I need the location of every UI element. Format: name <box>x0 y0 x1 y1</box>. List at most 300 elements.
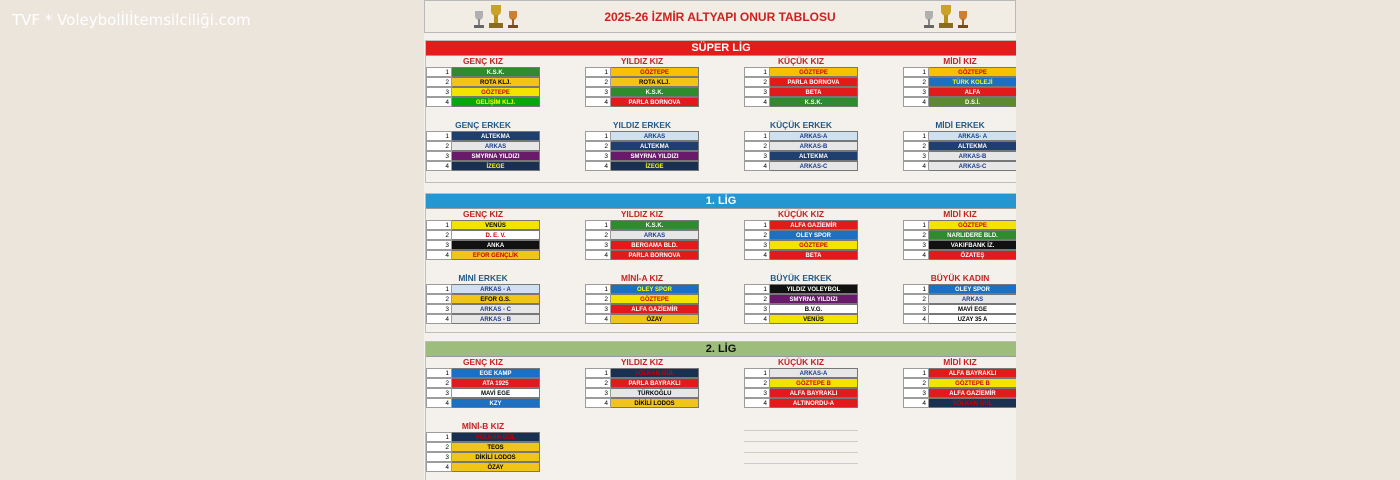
rank-number: 3 <box>426 452 452 462</box>
team-name: TÜRK KOLEJİ <box>929 77 1016 87</box>
rank-number: 3 <box>426 240 452 250</box>
team-name: GÖZTEPE <box>929 67 1016 77</box>
team-name: BETA <box>770 250 858 260</box>
team-name: K.S.K. <box>611 220 699 230</box>
rank-number: 1 <box>585 67 611 77</box>
category-block <box>903 56 1016 107</box>
team-name: ÖZAY <box>611 314 699 324</box>
rank-number: 2 <box>426 378 452 388</box>
team-name: ATA 1925 <box>452 378 540 388</box>
rank-row <box>426 432 540 442</box>
team-name: ALFA GAZİEMİR <box>611 304 699 314</box>
rank-row <box>903 378 1016 388</box>
rank-row <box>744 230 858 240</box>
rank-row <box>426 284 540 294</box>
rank-row <box>585 368 699 378</box>
team-name: OLEY SPOR <box>929 284 1016 294</box>
team-name: GÖZTEPE <box>611 67 699 77</box>
category-title: KÜÇÜK KIZ <box>777 357 825 367</box>
team-name: İZEGE <box>611 161 699 171</box>
rank-number: 1 <box>903 67 929 77</box>
team-name: ARKAS-C <box>770 161 858 171</box>
rank-number: 4 <box>426 398 452 408</box>
rank-row <box>426 97 540 107</box>
category-block <box>744 120 858 171</box>
category-block <box>585 273 699 324</box>
rank-row <box>426 452 540 462</box>
league-title: 2. LİG <box>426 342 1016 357</box>
rank-number: 1 <box>744 220 770 230</box>
team-name: ARKAS-A <box>770 131 858 141</box>
rank-row <box>426 131 540 141</box>
category-block <box>426 357 540 408</box>
rank-number: 2 <box>426 77 452 87</box>
category-block <box>903 357 1016 408</box>
rank-number: 2 <box>426 141 452 151</box>
rank-row <box>744 250 858 260</box>
team-name: ALFA GAZİEMİR <box>929 388 1016 398</box>
rank-row <box>744 141 858 151</box>
rank-row <box>585 77 699 87</box>
team-name: ALTEKMA <box>770 151 858 161</box>
rank-number: 4 <box>903 398 929 408</box>
category-title: GENÇ ERKEK <box>455 120 511 130</box>
team-name: MAVİ EGE <box>929 304 1016 314</box>
empty-block <box>744 420 858 464</box>
rank-row <box>426 220 540 230</box>
category-block <box>426 120 540 171</box>
rank-row <box>585 67 699 77</box>
team-name: ÖZATEŞ <box>929 250 1016 260</box>
rank-number: 3 <box>903 151 929 161</box>
rank-number: 1 <box>585 131 611 141</box>
team-name: ALFA BAYRAKLI <box>929 368 1016 378</box>
team-name: GÖZTEPE <box>929 220 1016 230</box>
category-block <box>426 421 540 472</box>
team-name: EGE KAMP <box>452 368 540 378</box>
honor-table-sheet <box>424 0 1016 480</box>
league-title: 1. LİG <box>426 194 1016 209</box>
rank-row <box>903 294 1016 304</box>
rank-row <box>426 368 540 378</box>
team-name: GÖZTEPE <box>770 240 858 250</box>
category-block <box>744 209 858 260</box>
team-name: VENÜS <box>452 220 540 230</box>
team-name: ARKAS - C <box>452 304 540 314</box>
rank-number: 1 <box>426 220 452 230</box>
rank-row <box>585 97 699 107</box>
rank-row <box>744 240 858 250</box>
team-name: EFOR GENÇLİK <box>452 250 540 260</box>
rank-number: 1 <box>426 67 452 77</box>
team-name: MAVİ EGE <box>452 388 540 398</box>
rank-row <box>744 87 858 97</box>
rank-number: 4 <box>744 398 770 408</box>
league-section <box>425 193 1016 333</box>
team-name: ALFA BAYRAKLI <box>770 388 858 398</box>
rank-row <box>585 220 699 230</box>
rank-row <box>585 240 699 250</box>
rank-number: 3 <box>903 388 929 398</box>
rank-row <box>426 77 540 87</box>
team-name: ALTEKMA <box>929 141 1016 151</box>
rank-row <box>903 131 1016 141</box>
rank-row <box>903 220 1016 230</box>
rank-row <box>585 314 699 324</box>
rank-number: 4 <box>744 250 770 260</box>
team-name: GELİŞİM KLJ. <box>452 97 540 107</box>
rank-number: 3 <box>744 304 770 314</box>
rank-row <box>744 161 858 171</box>
rank-number: 1 <box>744 67 770 77</box>
rank-number: 4 <box>585 97 611 107</box>
team-name: ARKAS- A <box>929 131 1016 141</box>
rank-row <box>903 388 1016 398</box>
rank-row <box>585 388 699 398</box>
team-name: GÖZTEPE B <box>770 378 858 388</box>
rank-row <box>744 151 858 161</box>
team-name: NARLIDERE BLD. <box>929 230 1016 240</box>
team-name: ROTA KLJ. <box>611 77 699 87</box>
team-name: DİKİLİ LODOS <box>452 452 540 462</box>
team-name: ALTEKMA <box>611 141 699 151</box>
rank-number: 2 <box>744 378 770 388</box>
rank-row <box>744 398 858 408</box>
rank-row <box>903 230 1016 240</box>
category-block <box>744 56 858 107</box>
team-name: ARKAS <box>611 131 699 141</box>
rank-row <box>585 304 699 314</box>
team-name: ARKAS-B <box>770 141 858 151</box>
rank-row <box>426 442 540 452</box>
trophy-icon <box>919 3 973 30</box>
rank-number: 1 <box>585 284 611 294</box>
team-name: VAKIFBANK İZ. <box>929 240 1016 250</box>
rank-number: 2 <box>903 230 929 240</box>
team-name: VENÜS <box>770 314 858 324</box>
empty-row <box>744 420 858 431</box>
rank-row <box>744 378 858 388</box>
category-block <box>903 120 1016 171</box>
category-block <box>426 56 540 107</box>
team-name: D.S.İ. <box>929 97 1016 107</box>
rank-row <box>426 398 540 408</box>
rank-number: 4 <box>903 250 929 260</box>
rank-number: 2 <box>744 141 770 151</box>
category-title: MİDİ KIZ <box>943 357 977 367</box>
rank-number: 1 <box>744 131 770 141</box>
team-name: GÖZTEPE B <box>929 378 1016 388</box>
category-block <box>744 273 858 324</box>
league-title: SÜPER LİG <box>426 41 1016 56</box>
rank-number: 3 <box>744 388 770 398</box>
team-name: D. E. V. <box>452 230 540 240</box>
team-name: EFOR G.S. <box>452 294 540 304</box>
team-name: OLEY SPOR <box>770 230 858 240</box>
rank-row <box>903 304 1016 314</box>
rank-row <box>585 294 699 304</box>
rank-number: 4 <box>585 314 611 324</box>
rank-number: 2 <box>903 77 929 87</box>
rank-number: 4 <box>903 161 929 171</box>
rank-row <box>585 151 699 161</box>
rank-row <box>903 240 1016 250</box>
page-title: 2025-26 İZMİR ALTYAPI ONUR TABLOSU <box>604 10 836 24</box>
rank-number: 1 <box>903 368 929 378</box>
category-block <box>585 357 699 408</box>
rank-number: 4 <box>585 250 611 260</box>
rank-number: 2 <box>585 230 611 240</box>
rank-row <box>585 161 699 171</box>
rank-row <box>426 388 540 398</box>
team-name: ALTEKMA <box>452 131 540 141</box>
team-name: ANKA <box>452 240 540 250</box>
team-name: ARKAS-A <box>770 368 858 378</box>
rank-number: 4 <box>744 97 770 107</box>
team-name: SMYRNA YILDIZI <box>770 294 858 304</box>
team-name: GÖZTEPE <box>770 67 858 77</box>
empty-row <box>744 431 858 442</box>
rank-number: 2 <box>585 141 611 151</box>
category-title: MİDİ KIZ <box>943 209 977 219</box>
rank-number: 2 <box>744 77 770 87</box>
team-name: GÖZTEPE <box>611 294 699 304</box>
rank-row <box>903 151 1016 161</box>
rank-number: 2 <box>903 141 929 151</box>
rank-row <box>744 67 858 77</box>
category-title: YILDIZ KIZ <box>620 56 664 66</box>
rank-row <box>426 314 540 324</box>
rank-number: 3 <box>585 151 611 161</box>
rank-row <box>426 87 540 97</box>
rank-row <box>585 284 699 294</box>
rank-row <box>744 131 858 141</box>
rank-row <box>585 87 699 97</box>
rank-row <box>426 230 540 240</box>
rank-number: 2 <box>585 378 611 388</box>
category-block <box>426 273 540 324</box>
rank-row <box>744 314 858 324</box>
team-name: ARKAS - B <box>452 314 540 324</box>
rank-row <box>426 250 540 260</box>
rank-number: 3 <box>426 87 452 97</box>
category-block <box>903 209 1016 260</box>
rank-number: 4 <box>903 97 929 107</box>
rank-number: 3 <box>585 240 611 250</box>
team-name: ARKAS-C <box>929 161 1016 171</box>
rank-number: 4 <box>744 161 770 171</box>
rank-number: 3 <box>903 304 929 314</box>
team-name: BETA <box>770 87 858 97</box>
rank-number: 2 <box>426 230 452 240</box>
category-title: GENÇ KIZ <box>462 357 503 367</box>
rank-number: 1 <box>903 220 929 230</box>
category-block <box>585 120 699 171</box>
rank-row <box>426 294 540 304</box>
rank-number: 2 <box>903 378 929 388</box>
category-block <box>744 357 858 408</box>
team-name: SMYRNA YILDIZI <box>452 151 540 161</box>
rank-row <box>903 250 1016 260</box>
category-block <box>585 56 699 107</box>
team-name: VOLKAN GÜL <box>452 432 540 442</box>
team-name: SMYRNA YILDIZI <box>611 151 699 161</box>
rank-row <box>426 67 540 77</box>
category-title: YILDIZ KIZ <box>620 209 664 219</box>
category-title: MİDİ KIZ <box>943 56 977 66</box>
rank-number: 3 <box>903 240 929 250</box>
category-title: MİDİ ERKEK <box>935 120 985 130</box>
team-name: BERGAMA BLD. <box>611 240 699 250</box>
empty-row <box>744 442 858 453</box>
rank-row <box>585 141 699 151</box>
rank-row <box>426 151 540 161</box>
team-name: ARKAS <box>611 230 699 240</box>
rank-number: 3 <box>744 240 770 250</box>
rank-row <box>744 284 858 294</box>
rank-row <box>744 294 858 304</box>
rank-row <box>426 161 540 171</box>
rank-number: 4 <box>426 97 452 107</box>
team-name: K.S.K. <box>770 97 858 107</box>
rank-number: 3 <box>426 151 452 161</box>
rank-row <box>585 378 699 388</box>
category-title: MİNİ-B KIZ <box>461 421 505 431</box>
team-name: PARLA BORNOVA <box>770 77 858 87</box>
team-name: OLEY SPOR <box>611 284 699 294</box>
team-name: İZEGE <box>452 161 540 171</box>
rank-number: 3 <box>585 304 611 314</box>
rank-number: 2 <box>585 77 611 87</box>
team-name: KZY <box>452 398 540 408</box>
team-name: K.S.K. <box>611 87 699 97</box>
rank-number: 4 <box>585 398 611 408</box>
team-name: ÖZAY <box>452 462 540 472</box>
rank-number: 1 <box>426 368 452 378</box>
rank-row <box>903 97 1016 107</box>
category-title: MİNİ ERKEK <box>458 273 508 283</box>
rank-number: 4 <box>903 314 929 324</box>
team-name: ARKAS <box>452 141 540 151</box>
team-name: VOLKAN GÜL <box>929 398 1016 408</box>
rank-number: 2 <box>744 294 770 304</box>
rank-number: 4 <box>744 314 770 324</box>
rank-row <box>744 77 858 87</box>
category-title: KÜÇÜK ERKEK <box>770 120 832 130</box>
rank-row <box>744 368 858 378</box>
rank-number: 1 <box>903 131 929 141</box>
team-name: PARLA BORNOVA <box>611 97 699 107</box>
league-section <box>425 341 1016 480</box>
team-name: ROTA KLJ. <box>452 77 540 87</box>
category-title: KÜÇÜK KIZ <box>777 56 825 66</box>
rank-number: 2 <box>744 230 770 240</box>
category-title: YILDIZ ERKEK <box>612 120 672 130</box>
team-name: ALFA GAZİEMİR <box>770 220 858 230</box>
rank-row <box>426 141 540 151</box>
rank-row <box>903 398 1016 408</box>
category-title: GENÇ KIZ <box>462 209 503 219</box>
rank-row <box>903 161 1016 171</box>
category-block <box>903 273 1016 324</box>
rank-number: 1 <box>903 284 929 294</box>
team-name: YILDIZ VOLEYBOL <box>770 284 858 294</box>
category-block <box>585 209 699 260</box>
rank-number: 3 <box>426 304 452 314</box>
team-name: ARKAS <box>929 294 1016 304</box>
rank-number: 3 <box>744 151 770 161</box>
team-name: VOLKAN GÜL <box>611 368 699 378</box>
team-name: GÖZTEPE <box>452 87 540 97</box>
rank-number: 1 <box>744 284 770 294</box>
team-name: ARKAS-B <box>929 151 1016 161</box>
rank-number: 1 <box>585 220 611 230</box>
rank-number: 2 <box>426 294 452 304</box>
rank-row <box>744 388 858 398</box>
rank-number: 3 <box>903 87 929 97</box>
rank-row <box>585 230 699 240</box>
rank-row <box>426 240 540 250</box>
category-block <box>426 209 540 260</box>
rank-row <box>903 314 1016 324</box>
title-bar <box>424 0 1016 33</box>
category-title: BÜYÜK ERKEK <box>770 273 832 283</box>
category-title: BÜYÜK KADIN <box>930 273 990 283</box>
rank-number: 1 <box>585 368 611 378</box>
empty-row <box>744 453 858 464</box>
rank-number: 4 <box>585 161 611 171</box>
rank-number: 2 <box>426 442 452 452</box>
rank-row <box>744 97 858 107</box>
category-title: MİNİ-A KIZ <box>620 273 664 283</box>
team-name: B.V.G. <box>770 304 858 314</box>
rank-number: 1 <box>426 284 452 294</box>
rank-number: 3 <box>744 87 770 97</box>
rank-number: 1 <box>744 368 770 378</box>
rank-number: 4 <box>426 250 452 260</box>
rank-number: 3 <box>585 388 611 398</box>
rank-row <box>585 250 699 260</box>
rank-number: 3 <box>585 87 611 97</box>
rank-number: 4 <box>426 462 452 472</box>
rank-number: 1 <box>426 432 452 442</box>
team-name: UZAY 35 A <box>929 314 1016 324</box>
team-name: ARKAS - A <box>452 284 540 294</box>
rank-row <box>903 368 1016 378</box>
rank-number: 1 <box>426 131 452 141</box>
rank-number: 2 <box>903 294 929 304</box>
category-title: YILDIZ KIZ <box>620 357 664 367</box>
rank-row <box>585 398 699 408</box>
team-name: DİKİLİ LODOS <box>611 398 699 408</box>
rank-row <box>903 284 1016 294</box>
team-name: TEOS <box>452 442 540 452</box>
rank-number: 3 <box>426 388 452 398</box>
category-title: GENÇ KIZ <box>462 56 503 66</box>
team-name: K.S.K. <box>452 67 540 77</box>
category-title: KÜÇÜK KIZ <box>777 209 825 219</box>
team-name: PARLA BORNOVA <box>611 250 699 260</box>
rank-row <box>585 131 699 141</box>
rank-row <box>903 77 1016 87</box>
rank-row <box>744 220 858 230</box>
watermark: TVF * Voleybolİlİtemsilciliği.com <box>12 11 251 29</box>
rank-row <box>426 304 540 314</box>
rank-row <box>903 67 1016 77</box>
rank-number: 2 <box>585 294 611 304</box>
rank-number: 4 <box>426 314 452 324</box>
rank-row <box>426 378 540 388</box>
